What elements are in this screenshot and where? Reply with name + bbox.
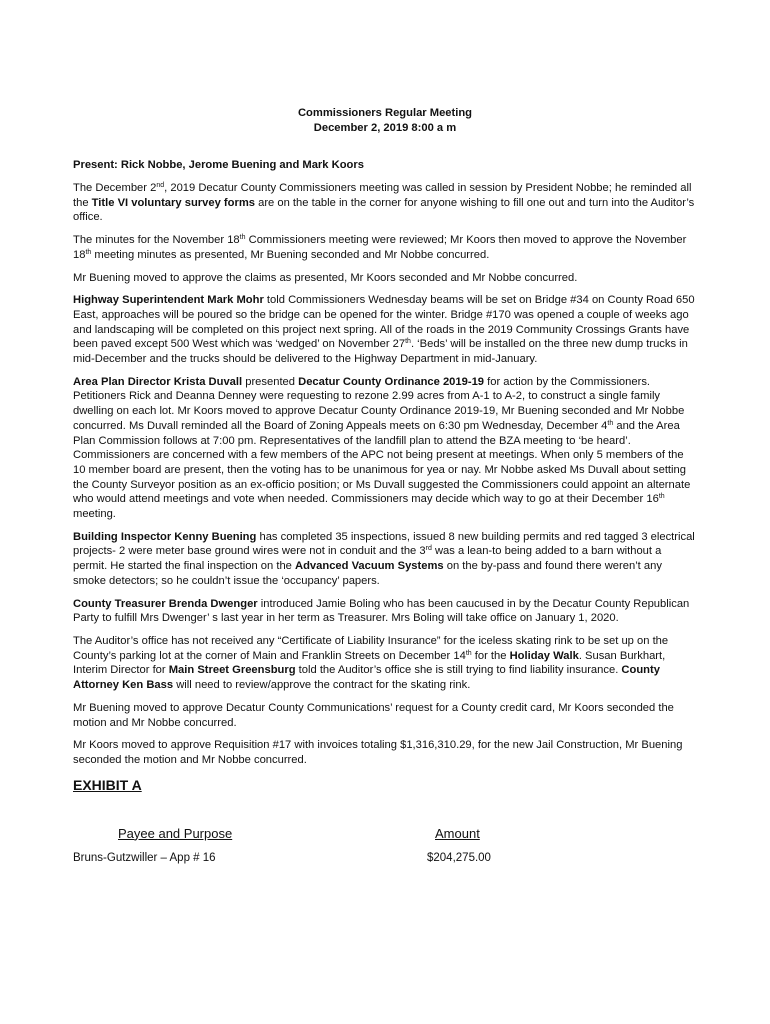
column-header-amount: Amount (435, 825, 480, 841)
paragraph-claims: Mr Buening moved to approve the claims as presented, Mr Koors seconded and Mr Nobbe concurred. (73, 271, 578, 284)
paragraph-credit-card: Mr Buening moved to approve Decatur County Communications’ request for a County credit card, Mr Koors seconded the motion and Mr Nobbe concurred. (73, 701, 674, 729)
paragraph-highway: Highway Superintendent Mark Mohr told Commissioners Wednesday beams will be set on Bridge #34 on County Road 650 East, approaches will be poured so the bridge can be opened for the winter. Bridge #170 was opened a couple of weeks ago and landscaping will be completed on this project next spring. All of the roads in the 2019 Community Crossings Grants have been paved except 500 West which was ‘wedged’ on November 27th. ‘Beds’ will be installed on the three new dump trucks in mid-December and the trucks should be delivered to the Highway Department in mid-January. (73, 294, 695, 366)
present-line: Present: Rick Nobbe, Jerome Buening and Mark Koors (73, 159, 364, 171)
paragraph-liability-insurance: The Auditor’s office has not received any “Certificate of Liability Insurance” for the iceless skating rink to be set up on the County’s parking lot at the corner of Main and Franklin Streets on December 14th for the Holiday Walk. Susan Burkhart, Interim Director for Main Street Greensburg told the Auditor’s office she is still trying to find liability insurance. County Attorney Ken Bass will need to review/approve the contract for the skating rink. (73, 634, 669, 692)
amount-cell: $204,275.00 (427, 851, 491, 864)
meeting-date: December 2, 2019 8:00 a m (313, 122, 457, 134)
paragraph-opening: The December 2nd, 2019 Decatur County Commissioners meeting was called in session by President Nobbe; he reminded all the Title VI voluntary survey forms are on the table in the corner for anyone wishing to fill one out and turn into the Auditor’s office. (73, 182, 695, 224)
document-page (73, 106, 697, 868)
payee-cell: Bruns-Gutzwiller – App # 16 (73, 851, 216, 864)
paragraph-area-plan: Area Plan Director Krista Duvall presented Decatur County Ordinance 2019-19 for action by the Commissioners. Petitioners Rick and Deanna Denney were requesting to rezone 2.99 acres from A-1 to A-2, to construct a single family dwelling on each lot. Mr Koors moved to approve Decatur County Ordinance 2019-19, Mr Buening seconded and Mr Nobbe concurred. Ms Duvall reminded all the Board of Zoning Appeals meets on 6:30 pm Wednesday, December 4th and the Area Plan Commission follows at 7:00 pm. Representatives of the landfill plan to attend the BZA meeting to ‘be heard’. Commissioners are concerned with a few members of the APC not being present at meetings. When only 5 members of the 10 member board are present, then the voting has to be unanimous for yea or nay. Mr Nobbe asked Ms Duvall about setting the County Surveyor position as an ex-officio position; or Ms Duvall suggested the Commissioners could appoint an alternate who would attend meetings and vote when needed. Commissioners may decide which way to go at their December 16th meeting. (73, 375, 691, 521)
paragraph-minutes: The minutes for the November 18th Commissioners meeting were reviewed; Mr Koors then moved to approve the November 18th meeting minutes as presented, Mr Buening seconded and Mr Nobbe concurred. (73, 234, 687, 261)
column-header-payee: Payee and Purpose (118, 825, 233, 841)
meeting-title: Commissioners Regular Meeting (297, 107, 473, 119)
paragraph-treasurer: County Treasurer Brenda Dwenger introduced Jamie Boling who has been caucused in by the Decatur County Republican Party to fulfill Mrs Dwenger’ s last year in her term as Treasurer. Mrs Boling will take office on January 1, 2020. (73, 597, 690, 625)
paragraph-requisition: Mr Koors moved to approve Requisition #17 with invoices totaling $1,316,310.29, for the new Jail Construction, Mr Buening seconded the motion and Mr Nobbe concurred. (73, 739, 683, 766)
exhibit-table-header (73, 826, 697, 844)
table-row (73, 852, 697, 868)
exhibit-heading: EXHIBIT A (73, 776, 142, 793)
paragraph-building-inspector: Building Inspector Kenny Buening has completed 35 inspections, issued 8 new building permits and red tagged 3 electrical projects- 2 were meter base ground wires were not in conduit and the 3rd was a lean-to being added to a barn without a permit. He started the final inspection on the Advanced Vacuum Systems on the by-pass and found there weren’t any smoke detectors; so he couldn’t issue the ‘occupancy’ papers. (73, 530, 695, 587)
